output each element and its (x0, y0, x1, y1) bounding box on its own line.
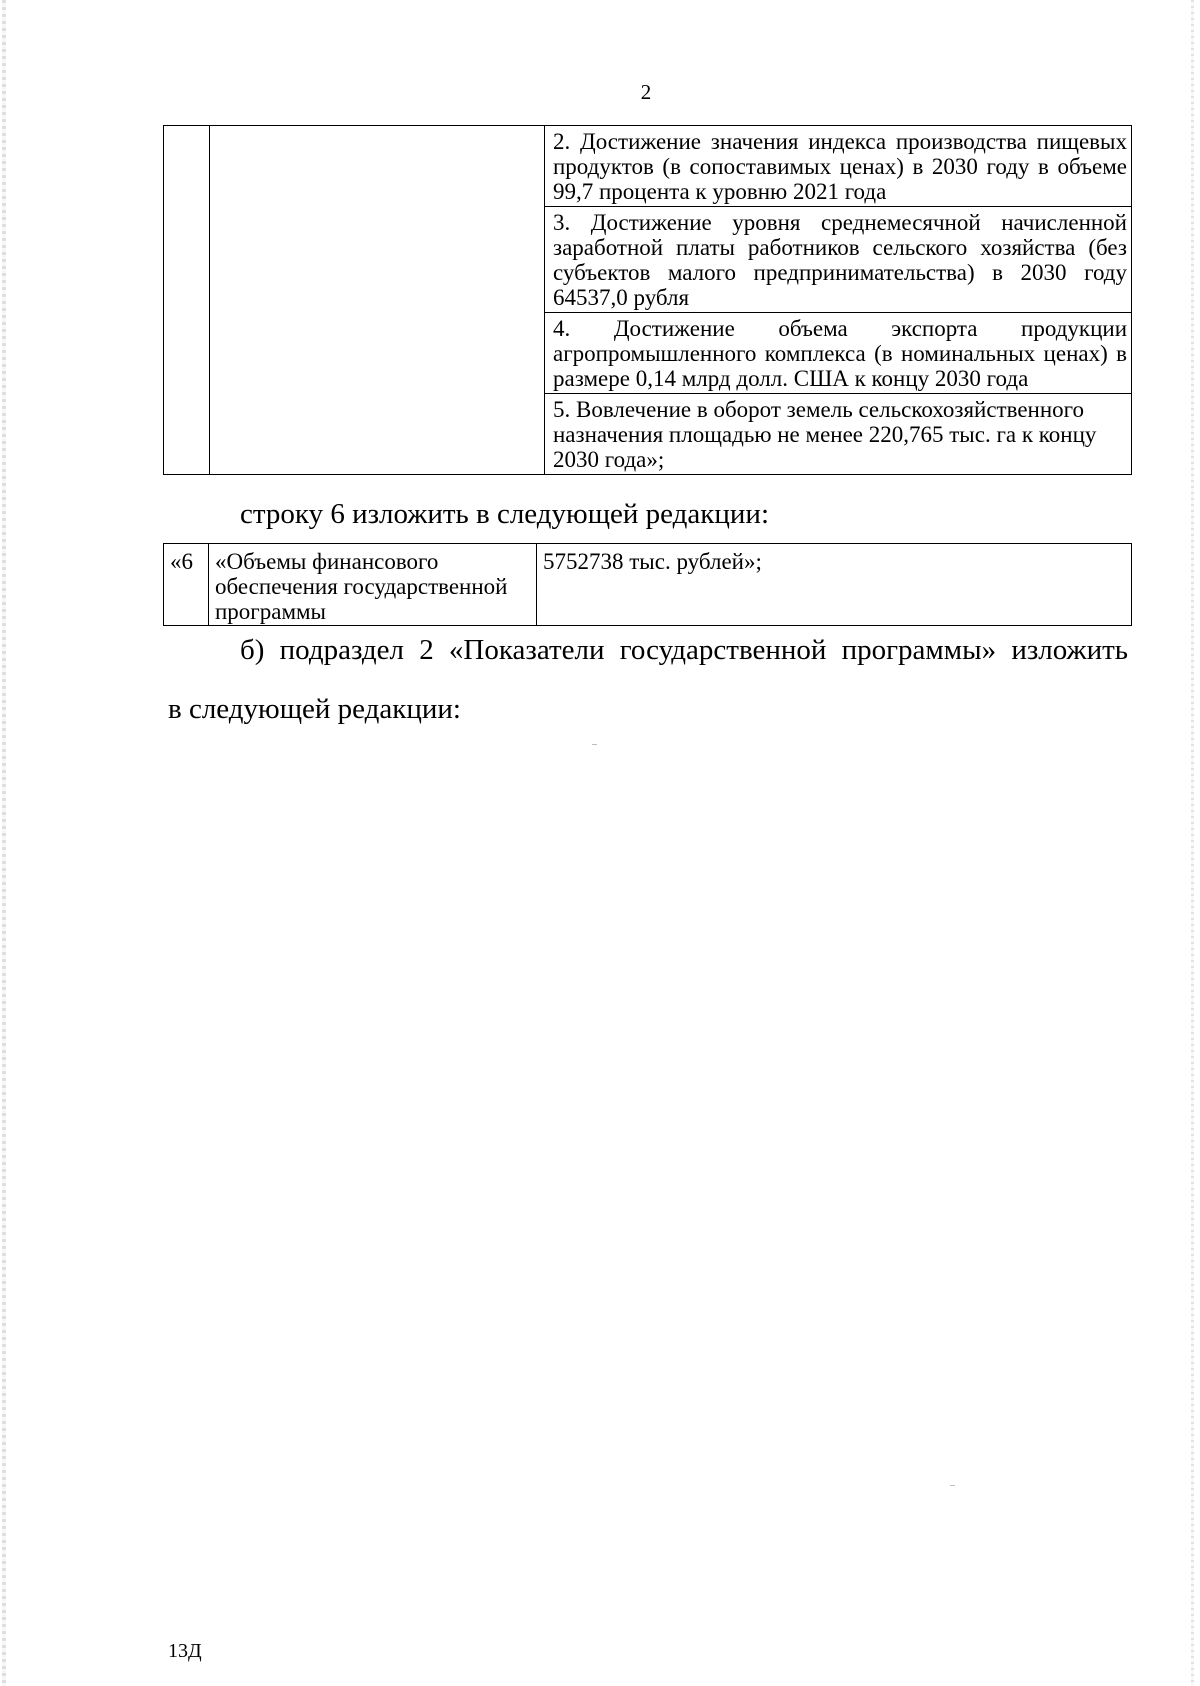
indicator-text: 2. Достижение значения индекса производства пищевых продуктов (в сопоставимых ценах) в 2030 году в объеме 99,7 процента к уровню 2021 года (553, 129, 1127, 204)
table-cell-indicator (545, 126, 1132, 207)
page-number: 2 (640, 80, 652, 104)
indicator-text: 5. Вовлечение в оборот земель сельскохозяйственного назначения площадью не менее 220,765 тыс. га к концу 2030 года»; (553, 397, 1097, 472)
scan-speck (592, 744, 597, 745)
funding-label: «Объемы финансового обеспечения государственной программы (215, 549, 508, 624)
scan-edge-left (2, 0, 6, 1686)
table-cell-number (164, 544, 209, 626)
indicator-text: 3. Достижение уровня среднемесячной начисленной заработной платы работников сельского хозяйства (без субъектов малого предпринимательства) в 2030 году 64537,0 рубля (553, 210, 1127, 310)
scan-edge-right (1191, 0, 1194, 1686)
row-number: «6 (170, 549, 193, 574)
table-cell-label (209, 544, 537, 626)
table-cell-empty-number (164, 126, 210, 475)
paragraph-line-2: в следующей редакции: (168, 693, 461, 725)
footer-code: 13Д (168, 1640, 202, 1662)
paragraph-line-1: б) подраздел 2 «Показатели государственной программы» изложить (240, 634, 1128, 666)
table-cell-indicator (545, 207, 1132, 313)
indicator-text: 4. Достижение объема экспорта продукции агропромышленного комплекса (в номинальных ценах) в размере 0,14 млрд долл. США к концу 2030 года (553, 316, 1127, 391)
table-row (164, 544, 1132, 626)
table-row (164, 126, 1132, 207)
funding-table (163, 543, 1132, 626)
table-cell-indicator (545, 313, 1132, 394)
instruction-text: строку 6 изложить в следующей редакции: (240, 498, 769, 530)
table-cell-empty-label (210, 126, 545, 475)
table-cell-value (537, 544, 1132, 626)
scan-speck (950, 1485, 955, 1486)
table-cell-indicator (545, 394, 1132, 475)
funding-value: 5752738 тыс. рублей»; (543, 549, 762, 574)
body-paragraph (168, 630, 1128, 729)
indicators-table (163, 125, 1132, 475)
